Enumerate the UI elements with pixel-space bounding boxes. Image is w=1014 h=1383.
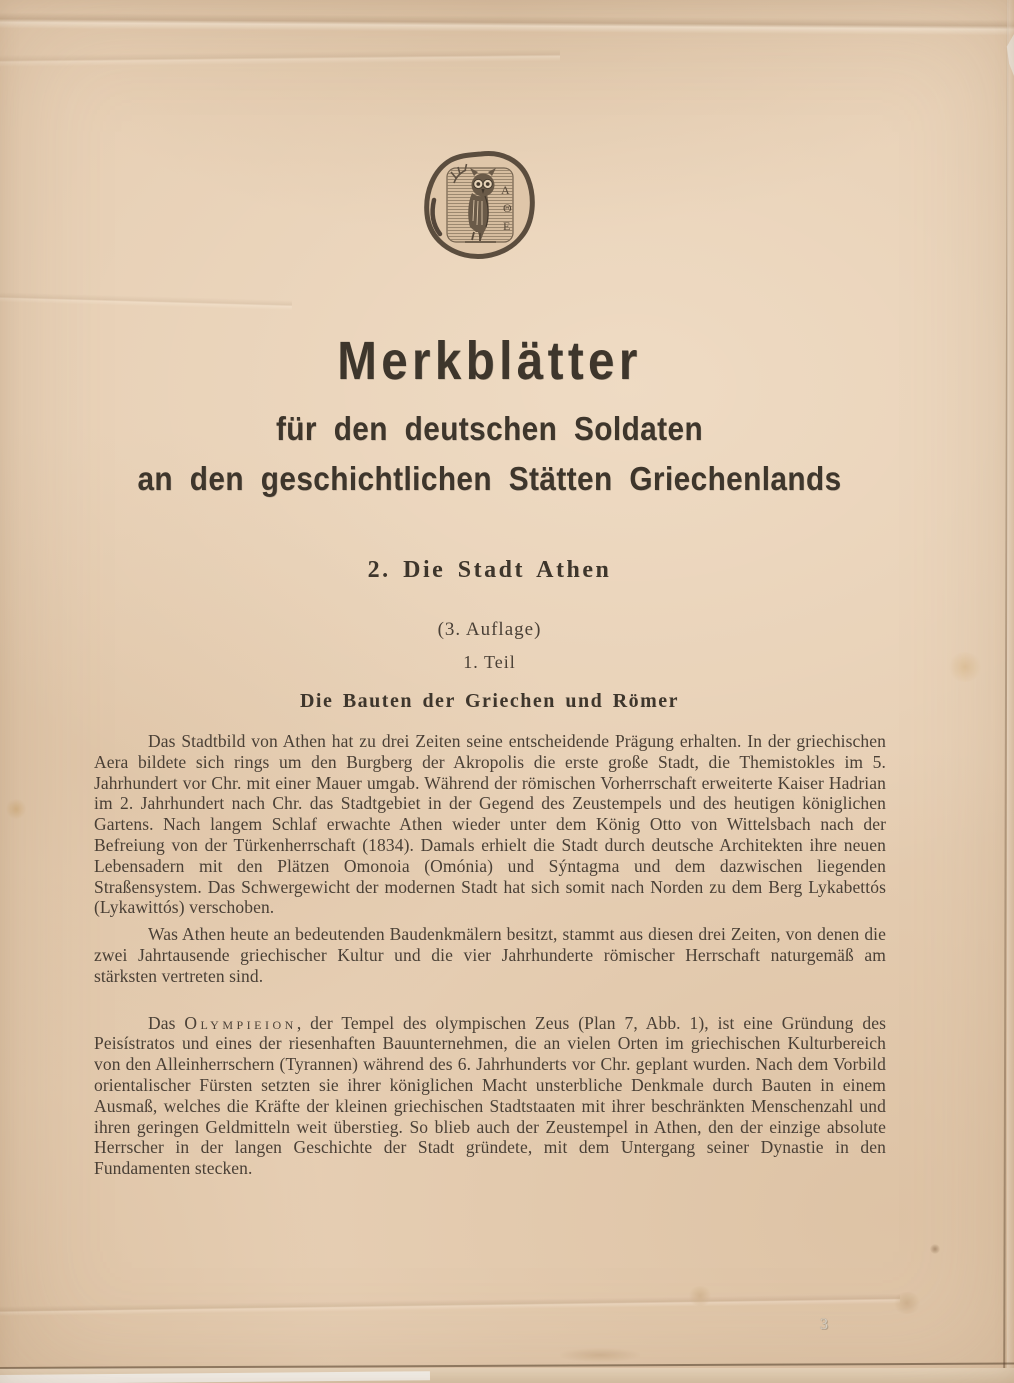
greek-letter: Α (501, 183, 510, 197)
paragraph-lead: Das (148, 1012, 185, 1033)
paper-crease-mid-left (0, 292, 292, 310)
greek-letter: Ε (503, 219, 511, 233)
athenian-owl-coin-icon (420, 148, 542, 266)
paragraph-monuments: Was Athen heute an bedeutenden Baudenkmälern besitzt, stammt aus diesen drei Zeiten, von denen die zwei Jahrtausende griechischer Kultur und die vier Jahrhunderte römischer Herrschaft naturgemäß am stärksten vertreten sind. (94, 924, 886, 986)
paper-stain (892, 1292, 922, 1314)
paper-stain (930, 1244, 940, 1254)
chapter-heading: Die Bauten der Griechen und Römer (299, 690, 680, 712)
body-text (94, 731, 886, 1179)
olympieion-smallcaps: Olympieion (184, 1012, 297, 1033)
section-heading: 2. Die Stadt Athen (367, 557, 612, 583)
greek-letter: Θ (503, 201, 512, 215)
paragraph-city-history: Das Stadtbild von Athen hat zu drei Zeiten seine entscheidende Prägung erhalten. In der griechischen Aera bildete sich rings um den Burgberg der Akropolis die erste große Stadt, die Themistokles im 5. Jahrhundert vor Chr. mit einer Mauer umgab. Während der römischen Vorherrschaft erweiterte Kaiser Hadrian im 2. Jahrhundert nach Chr. das Stadtgebiet in der Gegend des Zeustempels und des heutigen königlichen Gartens. Nach langem Schlaf erwachte Athen wieder unter dem König Otto von Wittelsbach nach der Befreiung von der Türkenherrschaft (1834). Damals erhielt die Stadt durch deutsche Architekten ihre neuen Lebensadern mit den Plätzen Omonoia (Omónia) und Sýntagma und dem dazwischen liegenden Straßensystem. Das Schwergewicht der modernen Stadt hat sich somit nach Norden zu dem Berg Lykabettós (Lykawittós) verschoben. (94, 731, 886, 918)
masthead-title: Merkblätter (337, 331, 642, 391)
paper-stain (948, 652, 982, 682)
masthead-subtitle-line2: an den geschichtlichen Stätten Griechenlands (137, 460, 842, 497)
paper-stain (560, 1348, 640, 1362)
part-note: 1. Teil (463, 652, 516, 672)
paragraph-olympieion (94, 1013, 886, 1179)
page-edge-right-strip (1007, 0, 1014, 1383)
page-mark: 3 (820, 1316, 828, 1333)
paper-crease-top (0, 12, 1014, 35)
masthead-subtitle-line1: für den deutschen Soldaten (275, 410, 704, 447)
paper-crease-bottom-left (0, 1294, 900, 1317)
paper-stain (688, 1286, 712, 1306)
paragraph-rest: , der Tempel des olympischen Zeus (Plan 7, Abb. 1), ist eine Gründung des Peisístratos und eines der riesenhaften Bauunternehmen, die an vielen Orten im griechischen Kulturbereich von den Alleinherrschern (Tyrannen) während des 6. Jahrhunderts vor Chr. geplant wurden. Nach dem Vorbild orientalischer Fürsten setzten sie ihrer königlichen Macht unsterbliche Denkmale durch Bauten in einem Ausmaß, welches die Kräfte der kleinen griechischen Stadtstaaten mit ihrer beschränkten Menschenzahl und ihren geringen Geldmitteln weit überstieg. So blieb auch der Zeustempel in Athen, den der einzige absolute Herrscher in der langen Geschichte der Stadt gründete, mit dem Untergang seiner Dynastie in den Fundamenten stecken. (94, 1012, 886, 1179)
paper-stain (6, 798, 26, 820)
paper-crease-top-secondary (0, 49, 560, 67)
edition-note: (3. Auflage) (437, 619, 542, 640)
